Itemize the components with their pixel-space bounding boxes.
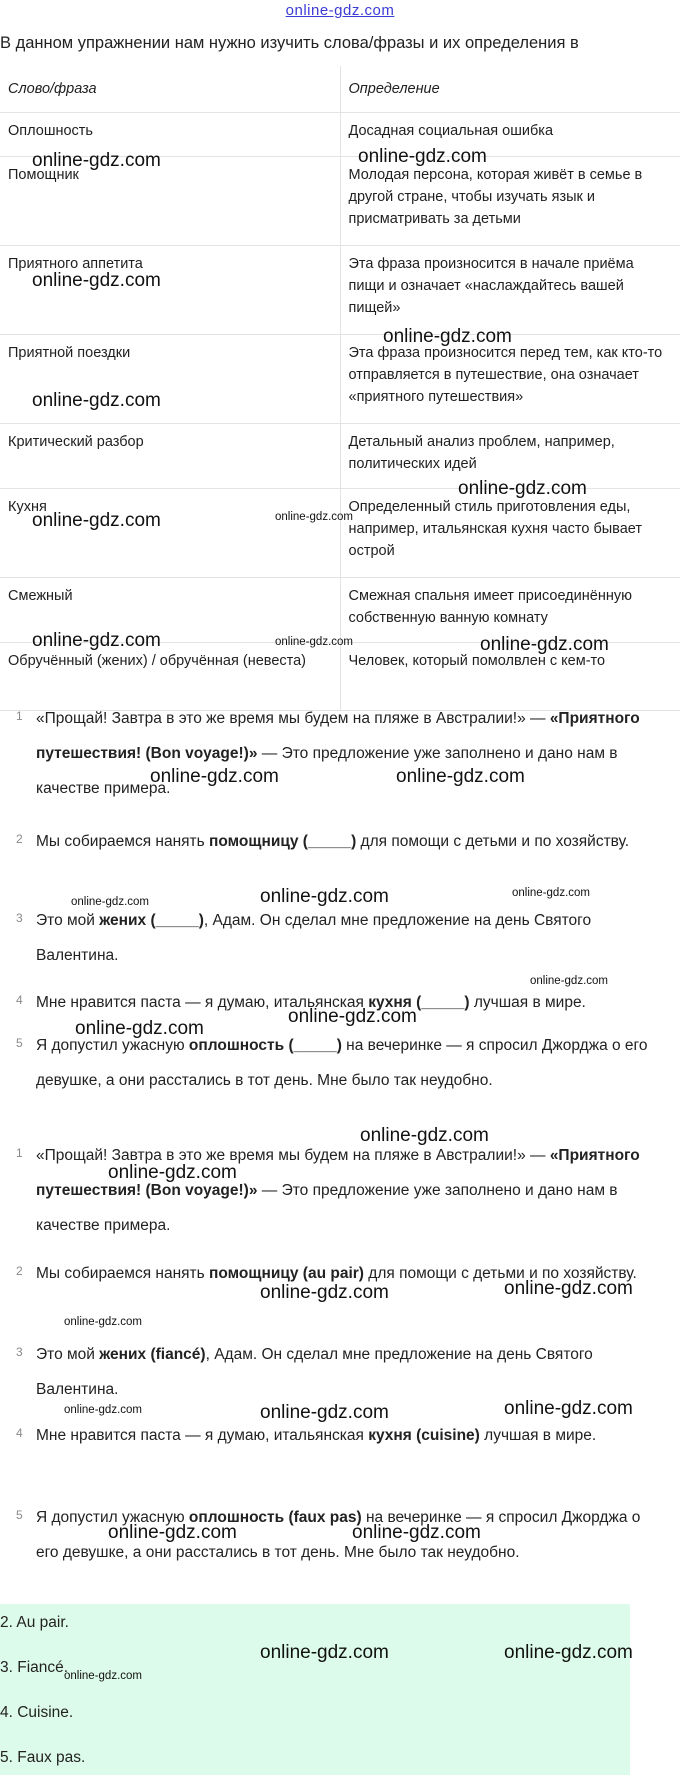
exercise-number: 4	[16, 1426, 23, 1440]
watermark: online-gdz.com	[108, 1522, 237, 1543]
column-header-definition: Определение	[340, 66, 680, 112]
exercise-number: 2	[16, 832, 23, 846]
exercise-number: 1	[16, 1146, 23, 1160]
answer-item: 4. Cuisine.	[0, 1704, 74, 1721]
definition-cell: Досадная социальная ошибка	[340, 112, 680, 156]
watermark: online-gdz.com	[275, 511, 353, 523]
watermark: online-gdz.com	[260, 886, 389, 907]
exercise-text: Это мой жених (_____), Адам. Он сделал мне предложение на день Святого Валентина.	[36, 912, 592, 964]
exercise-text: «Прощай! Завтра в это же время мы будем на пляже в Австралии!» — «Приятного путешествия! (Bon voyage!)» — Это предложение уже заполнено и дано нам в качестве примера.	[36, 710, 640, 797]
exercise-number: 1	[16, 709, 23, 723]
watermark: online-gdz.com	[352, 1522, 481, 1543]
answers-block	[0, 1604, 630, 1775]
word-cell: Приятного аппетита	[0, 245, 340, 334]
watermark: online-gdz.com	[32, 630, 161, 651]
watermark: online-gdz.com	[504, 1278, 633, 1299]
watermark: online-gdz.com	[480, 634, 609, 655]
watermark: online-gdz.com	[32, 270, 161, 291]
answer-item: 2. Au pair.	[0, 1614, 69, 1631]
watermark: online-gdz.com	[275, 636, 353, 648]
exercise-number: 5	[16, 1036, 23, 1050]
watermark: online-gdz.com	[260, 1282, 389, 1303]
watermark: online-gdz.com	[75, 1018, 204, 1039]
word-cell: Кухня	[0, 488, 340, 577]
watermark: online-gdz.com	[504, 1642, 633, 1663]
exercise-number: 5	[16, 1508, 23, 1522]
definition-cell: Эта фраза произносится в начале приёма пищи и означает «наслаждайтесь вашей пищей»	[340, 245, 680, 334]
watermark: online-gdz.com	[360, 1125, 489, 1146]
column-header-word: Слово/фраза	[0, 66, 340, 112]
exercise-text: Это мой жених (fiancé), Адам. Он сделал мне предложение на день Святого Валентина.	[36, 1346, 593, 1398]
watermark: online-gdz.com	[32, 150, 161, 171]
definition-cell: Молодая персона, которая живёт в семье в другой стране, чтобы изучать язык и присматривать за детьми	[340, 156, 680, 245]
word-cell: Обручённый (жених) / обручённая (невеста)	[0, 642, 340, 710]
definition-cell: Детальный анализ проблем, например, политических идей	[340, 423, 680, 488]
exercise-number: 2	[16, 1264, 23, 1278]
watermark: online-gdz.com	[458, 478, 587, 499]
watermark: online-gdz.com	[504, 1398, 633, 1419]
watermark: online-gdz.com	[530, 975, 608, 987]
table-header-row	[0, 66, 680, 112]
exercise-number: 3	[16, 1345, 23, 1359]
watermark: online-gdz.com	[260, 1402, 389, 1423]
exercise-text: Мне нравится паста — я думаю, итальянская кухня (_____) лучшая в мире.	[36, 994, 586, 1011]
watermark: online-gdz.com	[64, 1670, 142, 1682]
watermark: online-gdz.com	[150, 766, 279, 787]
watermark: online-gdz.com	[383, 326, 512, 347]
watermark: online-gdz.com	[260, 1642, 389, 1663]
exercise-text: Мне нравится паста — я думаю, итальянская кухня (cuisine) лучшая в мире.	[36, 1427, 597, 1444]
watermark: online-gdz.com	[512, 887, 590, 899]
watermark: online-gdz.com	[396, 766, 525, 787]
word-cell: Оплошность	[0, 112, 340, 156]
watermark: online-gdz.com	[288, 1006, 417, 1027]
exercise-text: Я допустил ужасную оплошность (faux pas) на вечеринке — я спросил Джорджа о его девушке, а они расстались в тот день. Мне было так неудобно.	[36, 1509, 641, 1561]
exercise-text: Мы собираемся нанять помощницу (au pair) для помощи с детьми и по хозяйству.	[36, 1265, 637, 1282]
definition-cell: Смежная спальня имеет присоединённую собственную ванную комнату	[340, 577, 680, 642]
word-cell: Критический разбор	[0, 423, 340, 488]
watermark: online-gdz.com	[71, 896, 149, 908]
exercise-text: Я допустил ужасную оплошность (_____) на вечеринке — я спросил Джорджа о его девушке, а они расстались в тот день. Мне было так неудобно.	[36, 1037, 648, 1089]
watermark: online-gdz.com	[32, 390, 161, 411]
intro-text: В данном упражнении нам нужно изучить слова/фразы и их определения в	[0, 34, 579, 52]
answer-item: 3. Fiancé.	[0, 1659, 69, 1676]
word-cell: Приятной поездки	[0, 334, 340, 423]
definition-cell: Человек, который помолвлен с кем-то	[340, 642, 680, 710]
word-cell: Помощник	[0, 156, 340, 245]
word-cell: Смежный	[0, 577, 340, 642]
exercise-number: 4	[16, 993, 23, 1007]
definition-cell: Эта фраза произносится перед тем, как кто-то отправляется в путешествие, она означает «приятного путешествия»	[340, 334, 680, 423]
answer-item: 5. Faux pas.	[0, 1749, 86, 1766]
site-header[interactable]: online-gdz.com	[285, 2, 395, 19]
watermark: online-gdz.com	[64, 1316, 142, 1328]
exercise-text: «Прощай! Завтра в это же время мы будем на пляже в Австралии!» — «Приятного путешествия! (Bon voyage!)» — Это предложение уже заполнено и дано нам в качестве примера.	[36, 1147, 640, 1234]
watermark: online-gdz.com	[108, 1162, 237, 1183]
watermark: online-gdz.com	[32, 510, 161, 531]
definition-cell: Определенный стиль приготовления еды, например, итальянская кухня часто бывает острой	[340, 488, 680, 577]
exercise-number: 3	[16, 911, 23, 925]
watermark: online-gdz.com	[358, 146, 487, 167]
exercise-text: Мы собираемся нанять помощницу (_____) для помощи с детьми и по хозяйству.	[36, 833, 630, 850]
table-row	[0, 488, 680, 577]
watermark: online-gdz.com	[64, 1404, 142, 1416]
